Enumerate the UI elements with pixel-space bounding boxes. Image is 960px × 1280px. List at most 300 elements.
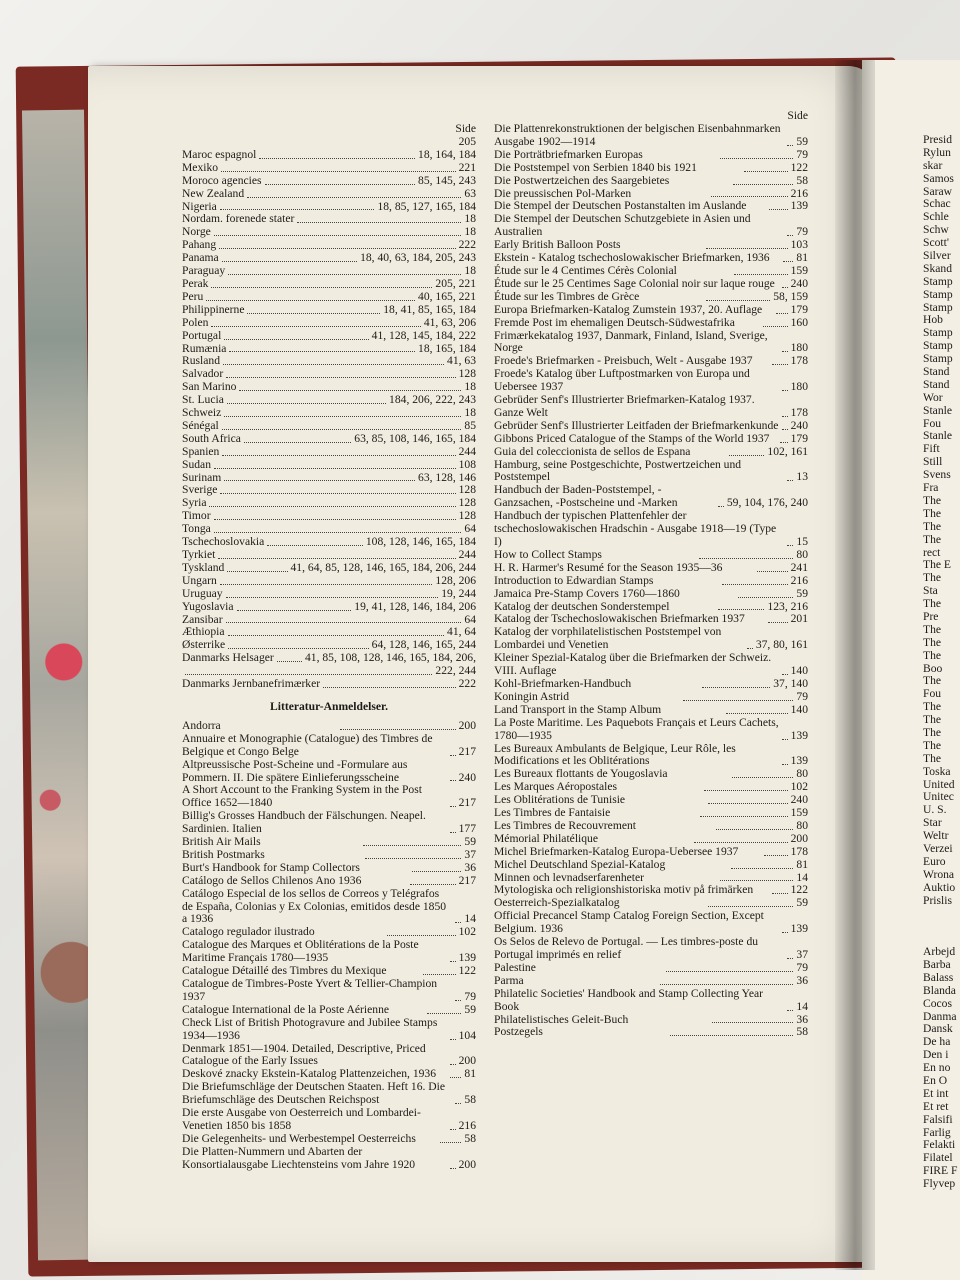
entry-title: Tyskland <box>182 560 225 574</box>
page-number: 205, 221 <box>435 276 476 290</box>
page-number: 244 <box>458 548 476 561</box>
entry-title: Æthiopia <box>182 625 225 639</box>
page-number: 15 <box>796 535 808 548</box>
dot-leader <box>222 429 462 430</box>
dot-leader <box>244 442 351 443</box>
list-item <box>182 720 476 733</box>
list-item <box>494 988 808 1014</box>
edge-line: The <box>923 571 942 585</box>
dot-leader <box>450 961 456 962</box>
entry-title: How to Collect Stamps <box>494 547 602 561</box>
list-item <box>182 862 476 875</box>
list-item <box>494 588 808 601</box>
edge-line: Den i <box>923 1048 949 1062</box>
list-item <box>182 433 476 446</box>
edge-line: Saraw <box>923 184 952 198</box>
page-number: 180 <box>790 341 808 355</box>
edge-line: Stamp <box>923 287 953 301</box>
list-item <box>182 304 476 317</box>
dot-leader <box>729 455 765 456</box>
list-item <box>182 978 476 1004</box>
page-number: 58 <box>796 173 808 187</box>
list-item <box>494 291 808 304</box>
dot-leader <box>450 1039 456 1040</box>
page-number: 222 <box>458 677 476 691</box>
dot-leader <box>450 1064 456 1065</box>
page-number: 18 <box>464 406 476 420</box>
list-item <box>182 810 476 836</box>
entry-title: H. R. Harmer's Resumé for the Season 1935—36 <box>494 560 723 574</box>
entry-title: Die Postwertzeichen des Saargebietes <box>494 173 670 187</box>
list-item <box>182 136 476 149</box>
list-item <box>494 626 808 652</box>
page-number: 217 <box>458 873 477 887</box>
entry-title: British Air Mails <box>182 835 261 849</box>
dot-leader <box>783 261 793 262</box>
dot-leader <box>683 700 794 701</box>
page-number: 180 <box>790 380 808 394</box>
list-item <box>494 484 808 510</box>
list-item <box>494 678 808 691</box>
page-number: 37 <box>464 847 476 861</box>
dot-leader <box>440 1142 461 1143</box>
page-number: 128 <box>458 496 476 510</box>
list-item <box>494 394 808 420</box>
page-number: 178 <box>790 844 809 858</box>
list-item <box>182 652 476 665</box>
list-item <box>182 317 476 330</box>
edge-line: The <box>923 751 942 765</box>
dot-leader <box>787 545 793 546</box>
entry-title: St. Lucia <box>182 393 224 407</box>
entry-title: Philatelic Societies' Handbook and Stamp Collecting Year Book <box>494 986 764 1013</box>
edge-line: Fou <box>923 687 942 701</box>
page-number: 63 <box>464 186 476 200</box>
dot-leader <box>706 248 788 249</box>
entry-title: Frimærkekatalog 1937, Danmark, Finland, Island, Sverige, Norge <box>494 328 768 355</box>
dot-leader <box>363 845 462 846</box>
dot-leader <box>782 390 788 391</box>
page-number: 200 <box>458 1054 476 1068</box>
entry-title: Panama <box>182 251 219 265</box>
list-item <box>182 265 476 278</box>
entry-title: Yugoslavia <box>182 599 234 613</box>
dot-leader <box>704 790 788 791</box>
entry-title: Gebrüder Senf's Illustrierter Briefmarken-Katalog 1937. Ganze Welt <box>494 393 755 419</box>
edge-line: The <box>923 700 942 714</box>
page-number: 178 <box>790 354 809 368</box>
page-number: 59 <box>796 896 809 910</box>
list-item <box>494 717 808 743</box>
dot-leader <box>226 377 455 378</box>
dot-leader <box>222 261 357 262</box>
entry-title: Schweiz <box>182 406 222 420</box>
dot-leader <box>239 390 461 391</box>
edge-line: Toska <box>923 764 951 778</box>
edge-line <box>923 920 960 933</box>
entry-title: Catálogo Especial de los sellos de Correos y Telégrafos de España, Colonias y Ex Colonias, emitidos desde 1850 a 1936 <box>182 886 447 926</box>
entry-title: Spanien <box>182 444 220 458</box>
edge-line: Schle <box>923 210 949 224</box>
page-number: 59 <box>796 586 809 600</box>
entry-title: Maroc espagnol <box>182 147 257 161</box>
entry-title: Nordam. forenede stater <box>182 212 295 226</box>
list-item <box>494 162 808 175</box>
list-item <box>494 833 808 846</box>
entry-title: Catalogo regulador ilustrado <box>182 925 315 939</box>
list-item <box>182 575 476 588</box>
entry-title: Sverige <box>182 483 218 497</box>
entry-title: Annuaire et Monographie (Catalogue) des Timbres de Belgique et Congo Belge <box>182 731 433 758</box>
page-number: 240 <box>458 770 476 784</box>
edge-line: Rylun <box>923 145 951 159</box>
edge-line: Danma <box>923 1009 957 1023</box>
dot-leader <box>259 158 415 159</box>
dot-leader <box>700 816 787 817</box>
entry-title: Handbuch der typischen Plattenfehler der tschechoslowakischen Hradschin - Ausgabe 1918—19 (Type I) <box>494 509 777 548</box>
page-number: 216 <box>790 186 808 200</box>
list-item <box>182 162 476 175</box>
list-item <box>494 575 808 588</box>
dot-leader <box>450 1168 456 1169</box>
list-item <box>494 859 808 872</box>
page-number: 63, 128, 146 <box>418 470 476 484</box>
dot-leader <box>229 351 415 352</box>
list-item <box>182 510 476 523</box>
dot-leader <box>720 880 793 881</box>
dot-leader <box>226 597 439 598</box>
page-number: 14 <box>796 870 809 884</box>
dot-leader <box>782 674 788 675</box>
page-gutter <box>835 60 875 1270</box>
list-item <box>182 588 476 601</box>
page-number: 139 <box>790 199 809 213</box>
list-item <box>182 188 476 201</box>
page-number: 80 <box>796 818 809 832</box>
page-number: 201 <box>790 612 809 626</box>
entry-title: Les Oblitérations de Tunisie <box>494 793 626 807</box>
list-item <box>182 875 476 888</box>
page-number: 108 <box>458 457 476 471</box>
dot-leader <box>708 906 793 907</box>
edge-line: Pre <box>923 609 939 623</box>
edge-line: Stamp <box>923 339 953 353</box>
dot-leader <box>228 648 369 649</box>
list-item <box>182 601 476 614</box>
dot-leader <box>706 300 770 301</box>
entry-title: Les Bureaux flottants de Yougoslavia <box>494 767 668 781</box>
edge-line: En no <box>923 1061 951 1075</box>
entry-title: Les Timbres de Recouvrement <box>494 818 637 832</box>
page-number: 85 <box>464 418 476 432</box>
side-label: Side <box>787 109 808 122</box>
page-number: 41, 63 <box>447 354 476 368</box>
list-item <box>182 175 476 188</box>
entry-title: Parma <box>494 973 524 987</box>
edge-line: Svens <box>923 468 951 482</box>
dot-leader <box>455 1000 461 1001</box>
page-number: 18, 165, 184 <box>418 341 476 355</box>
page-number: 81 <box>464 1067 477 1081</box>
page-number: 37, 80, 161 <box>755 638 808 652</box>
edge-line: Stamp <box>923 300 953 314</box>
list-item <box>182 149 476 162</box>
dot-leader <box>782 416 788 417</box>
entry-title: Les Timbres de Fantaisie <box>494 806 611 820</box>
entry-title: Michel Deutschland Spezial-Katalog <box>494 857 666 871</box>
entry-title: Handbuch der Baden-Poststempel, -Ganzsachen, -Postscheine und -Marken <box>494 483 678 510</box>
entry-title: Palestine <box>494 960 536 974</box>
dot-leader <box>732 777 793 778</box>
dot-leader <box>787 480 793 481</box>
list-item <box>494 652 808 678</box>
page-number: 40, 165, 221 <box>418 289 476 303</box>
edge-line: Weltr <box>923 829 949 843</box>
edge-line: Unitec <box>923 790 954 804</box>
list-item <box>494 265 808 278</box>
dot-leader <box>782 739 788 740</box>
page-number: 222 <box>458 238 476 252</box>
list-item <box>494 1026 808 1039</box>
page-number: 128 <box>458 367 476 381</box>
edge-line: Et int <box>923 1086 949 1100</box>
entry-title: A Short Account to the Franking System in the Post Office 1652—1840 <box>182 783 422 810</box>
page-number: 14 <box>464 912 476 926</box>
edge-line: Euro <box>923 854 946 868</box>
page-number: 216 <box>458 1118 476 1132</box>
edge-line: The E <box>923 558 952 572</box>
dot-leader <box>450 806 456 807</box>
edge-line <box>923 907 960 920</box>
entry-title: Kleiner Spezial-Katalog über die Briefmarken der Schweiz. VIII. Auflage <box>494 651 772 678</box>
list-item <box>182 759 476 785</box>
entry-title: Froede's Briefmarken - Preisbuch, Welt - Ausgabe 1937 <box>494 354 753 368</box>
dot-leader <box>450 1077 461 1078</box>
entry-title: Rusland <box>182 354 221 368</box>
list-item <box>182 1146 476 1172</box>
edge-line: Star <box>923 816 942 830</box>
edge-line: Et ret <box>923 1099 949 1113</box>
page-number: 140 <box>790 664 808 678</box>
page-number: 18 <box>464 380 476 394</box>
page-number: 37, 140 <box>773 676 808 690</box>
edge-line: Felakti <box>923 1138 956 1152</box>
entry-title: Kohl-Briefmarken-Handbuch <box>494 676 632 690</box>
dot-leader <box>427 1013 462 1014</box>
entry-title: Official Precancel Stamp Catalog Foreign Section, Except Belgium. 1936 <box>494 909 764 936</box>
dot-leader <box>228 635 445 636</box>
page-number: 104 <box>458 1028 476 1042</box>
entry-title: Catálogo de Sellos Chilenos Ano 1936 <box>182 873 362 887</box>
list-item <box>182 614 476 627</box>
page-number: 139 <box>790 922 808 936</box>
entry-title: Die Gelegenheits- und Werbestempel Oesterreichs <box>182 1131 416 1145</box>
dot-leader <box>185 674 432 675</box>
entry-title: Denmark 1851—1904. Detailed, Descriptive, Priced Catalogue of the Early Issues <box>182 1041 426 1068</box>
page-number: 178 <box>790 405 808 419</box>
entry-title: Perak <box>182 276 209 290</box>
page-number: 122 <box>790 883 809 897</box>
list-item <box>494 213 808 239</box>
edge-line: Auktio <box>923 880 956 894</box>
edge-line: Fift <box>923 442 940 456</box>
edge-line: Stamp <box>923 326 953 340</box>
dot-leader <box>226 622 462 623</box>
page-number: 41, 85, 108, 128, 146, 165, 184, 206, <box>304 651 476 665</box>
page-number: 14 <box>796 999 808 1013</box>
entry-title: Oesterreich-Spezialkatalog <box>494 896 620 910</box>
page-number: 36 <box>796 973 808 987</box>
page-number: 79 <box>796 960 809 974</box>
dot-leader <box>720 158 794 159</box>
entry-title: Tonga <box>182 522 211 536</box>
list-item <box>182 836 476 849</box>
page-number: 58, 159 <box>773 289 808 303</box>
dot-leader <box>247 313 380 314</box>
dot-leader <box>220 209 375 210</box>
page-number: 18, 85, 127, 165, 184 <box>377 199 476 213</box>
dot-leader <box>206 300 415 301</box>
dot-leader <box>387 935 456 936</box>
entry-title: Norge <box>182 225 211 239</box>
edge-line: The <box>923 519 942 533</box>
list-item <box>494 278 808 291</box>
entry-title: Moroco agencies <box>182 173 262 187</box>
dot-leader <box>455 1103 461 1104</box>
entry-title: Postzegels <box>494 1025 543 1039</box>
list-item <box>494 846 808 859</box>
edge-line: Dansk <box>923 1022 953 1036</box>
edge-line: The <box>923 738 942 752</box>
entry-title: British Postmarks <box>182 847 265 861</box>
dot-leader <box>787 145 793 146</box>
edge-line: Schac <box>923 197 951 211</box>
list-item <box>182 407 476 420</box>
list-item <box>182 1017 476 1043</box>
edge-line: The <box>923 493 942 507</box>
page-number: 19, 244 <box>441 586 476 600</box>
page-number: 128, 206 <box>435 573 476 587</box>
dot-leader <box>764 855 787 856</box>
dot-leader <box>221 171 456 172</box>
entry-title: Timor <box>182 509 211 523</box>
page-number: 160 <box>790 315 809 329</box>
entry-title: Portugal <box>182 328 222 342</box>
edge-line: Skand <box>923 261 952 275</box>
dot-leader <box>211 287 432 288</box>
entry-title: La Poste Maritime. Les Paquebots Français et Leurs Cachets, 1780—1935 <box>494 715 779 742</box>
dot-leader <box>782 764 788 765</box>
dot-leader <box>410 884 456 885</box>
entry-title: Mytologiska och religionshistoriska motiv på frimärken <box>494 883 754 897</box>
entry-title: Jamaica Pre-Stamp Covers 1760—1860 <box>494 586 680 600</box>
list-item <box>494 446 808 459</box>
edge-line: The <box>923 725 942 739</box>
entry-title: Die Briefumschläge der Deutschen Staaten. Heft 16. Die Briefumschläge des Deutschen Reichspost <box>182 1080 446 1107</box>
page-number: 221 <box>458 160 476 174</box>
dot-leader <box>733 184 794 185</box>
dot-leader <box>776 313 787 314</box>
entry-title: Étude sur les Timbres de Grèce <box>494 289 640 303</box>
dot-leader <box>222 455 455 456</box>
list-item <box>182 291 476 304</box>
list-item <box>494 975 808 988</box>
edge-line: The <box>923 674 942 688</box>
edge-line: En O <box>923 1074 948 1088</box>
entry-title: Die Platten-Nummern und Abarten der Konsortialausgabe Liechtensteins vom Jahre 1920 <box>182 1144 416 1171</box>
edge-line: Stanle <box>923 429 952 443</box>
entry-title: Polen <box>182 315 209 329</box>
entry-title: Katalog der Tschechoslowakischen Briefmarken 1937 <box>494 612 745 626</box>
entry-title: Danmarks Jernbanefrimærker <box>182 677 321 691</box>
dot-leader <box>768 622 788 623</box>
list-item <box>182 536 476 549</box>
page-number: 64 <box>464 612 476 626</box>
dot-leader <box>267 545 363 546</box>
edge-line: Silver <box>923 249 951 263</box>
edge-line: skar <box>923 158 943 172</box>
edge-line: Fou <box>923 416 942 430</box>
edge-line: FIRE F <box>923 1164 958 1178</box>
entry-title: Mémorial Philatélique <box>494 831 598 845</box>
list-item <box>494 368 808 394</box>
page-number: 159 <box>790 806 808 820</box>
entry-title: Froede's Katalog über Luftpostmarken von Europa und Uebersee 1937 <box>494 367 750 394</box>
dot-leader <box>769 209 788 210</box>
entry-title: Michel Briefmarken-Katalog Europa-Uebersee 1937 <box>494 844 739 858</box>
dot-leader <box>731 868 794 869</box>
page-number: 18, 164, 184 <box>418 147 476 161</box>
dot-leader <box>211 326 420 327</box>
edge-line: The <box>923 597 942 611</box>
dot-leader <box>224 339 368 340</box>
edge-text <box>923 134 960 1191</box>
entry-title: Mexiko <box>182 160 219 174</box>
entry-title: Die Stempel der Deutschen Postanstalten im Auslande <box>494 199 747 213</box>
edge-line: Verzei <box>923 841 953 855</box>
entry-title: Les Marques Aéropostales <box>494 780 617 794</box>
entry-title: Catalogue de Timbres-Poste Yvert & Tellier-Champion 1937 <box>182 977 438 1003</box>
dot-leader <box>227 403 386 404</box>
page-number: 59, 104, 176, 240 <box>726 496 808 510</box>
list-item <box>494 691 808 704</box>
edge-line: Cocos <box>923 996 952 1010</box>
edge-line: Wrona <box>923 867 955 881</box>
entry-title: Billig's Grosses Handbuch der Fälschungen. Neapel. Sardinien. Italien <box>182 809 426 836</box>
dot-leader <box>787 958 793 959</box>
page-number: 18 <box>464 212 476 226</box>
dot-leader <box>787 235 793 236</box>
list-item <box>182 343 476 356</box>
entry-title: Die preussischen Pol-Marken <box>494 186 632 200</box>
dot-leader <box>455 922 461 923</box>
page-number: 240 <box>790 793 808 807</box>
list-item <box>182 278 476 291</box>
dot-leader <box>708 803 788 804</box>
edge-line: The <box>923 648 942 662</box>
dot-leader <box>744 171 788 172</box>
page-number: 216 <box>790 573 808 587</box>
entry-title: Catalogue des Marques et Oblitérations de la Poste Maritime Français 1780—1935 <box>182 938 419 965</box>
edge-line: Stand <box>923 365 950 379</box>
dot-leader <box>780 442 788 443</box>
dot-leader <box>747 648 753 649</box>
list-item <box>182 484 476 497</box>
entry-title: Uruguay <box>182 586 223 600</box>
list-item <box>494 149 808 162</box>
list-item <box>494 962 808 975</box>
page-number: 177 <box>458 822 476 836</box>
